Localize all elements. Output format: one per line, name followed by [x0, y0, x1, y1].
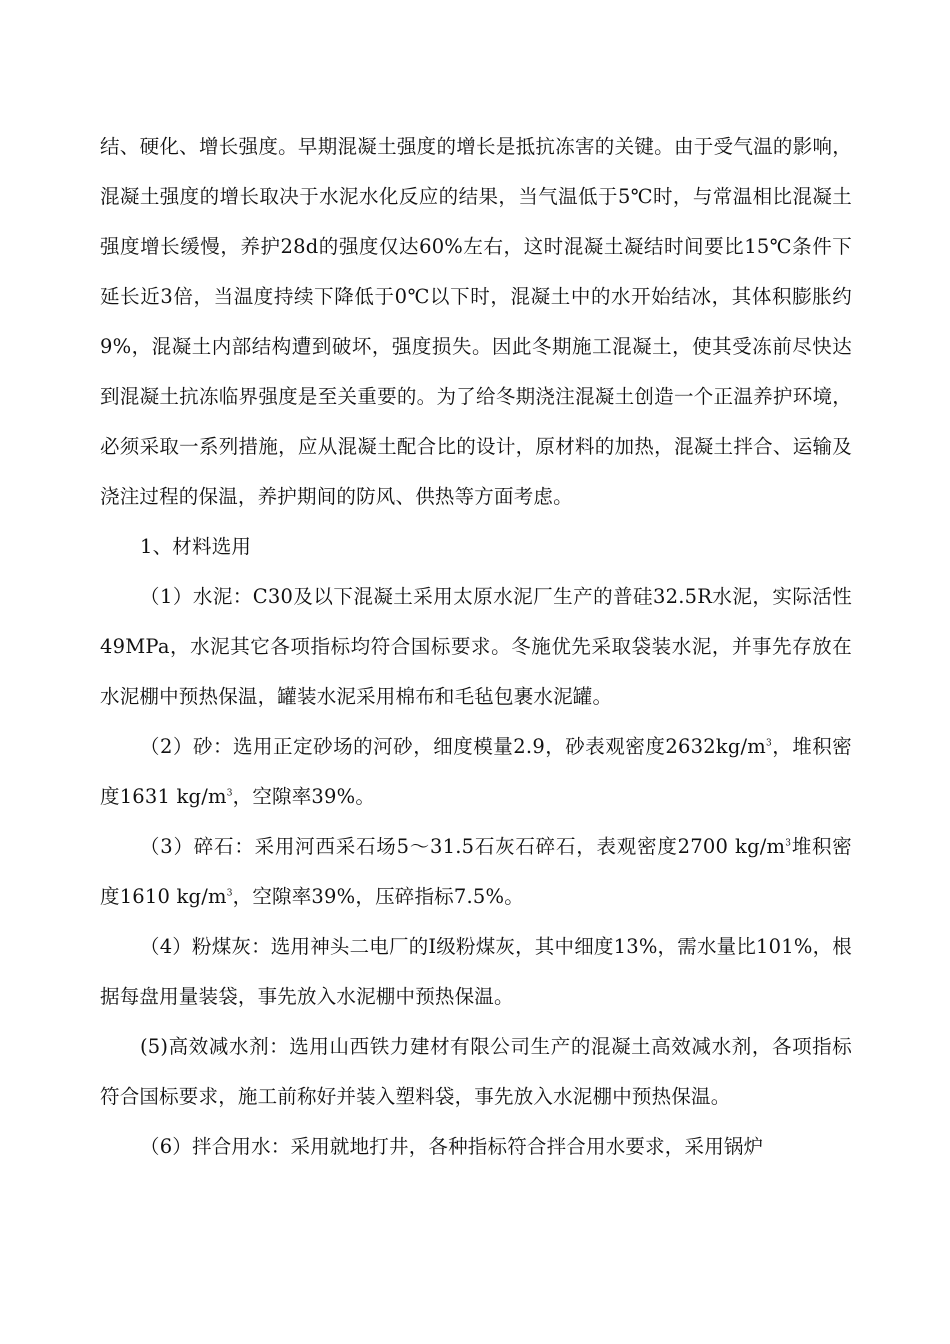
sand-text-c: ，空隙率39%。 [232, 785, 376, 808]
paragraph-cement: （1）水泥：C30及以下混凝土采用太原水泥厂生产的普硅32.5R水泥，实际活性49MPa，水泥其它各项指标均符合国标要求。冬施优先采取袋装水泥，并事先存放在水泥棚中预热保温，罐装水泥采用棉布和毛毡包裹水泥罐。 [100, 585, 852, 708]
sand-superscript-b: 3 [226, 788, 233, 799]
sand-text-b: ，堆积密度1631 kg/m [100, 735, 852, 808]
paragraph-intro: 结、硬化、增长强度。早期混凝土强度的增长是抵抗冻害的关键。由于受气温的影响，混凝土强度的增长取决于水泥水化反应的结果，当气温低于5℃时，与常温相比混凝土强度增长缓慢，养护28d的强度仅达60%左右，这时混凝土凝结时间要比15℃条件下延长近3倍，当温度持续下降低于0℃以下时，混凝土中的水开始结冰，其体积膨胀约9%，混凝土内部结构遭到破坏，强度损失。因此冬期施工混凝土，使其受冻前尽快达到混凝土抗冻临界强度是至关重要的。为了给冬期浇注混凝土创造一个正温养护环境，必须采取一系列措施，应从混凝土配合比的设计，原材料的加热，混凝土拌合、运输及浇注过程的保温，养护期间的防风、供热等方面考虑。 [100, 135, 852, 508]
gravel-superscript-b: 3 [226, 888, 233, 899]
paragraph-sand [100, 722, 852, 822]
gravel-superscript-a: 3 [785, 838, 792, 849]
paragraph-mixing-water: （6）拌合用水：采用就地打井，各种指标符合拌合用水要求，采用锅炉 [140, 1135, 764, 1158]
paragraph-gravel [100, 822, 852, 922]
sand-superscript-a: 3 [765, 738, 772, 749]
sand-text-a: （2）砂：选用正定砂场的河砂，细度模量2.9，砂表观密度2632kg/m [140, 735, 766, 758]
document-page [100, 122, 852, 1172]
gravel-text-a: （3）碎石：采用河西采石场5～31.5石灰石碎石，表观密度2700 kg/m [140, 835, 786, 858]
paragraph-flyash: （4）粉煤灰：选用神头二电厂的Ⅰ级粉煤灰，其中细度13%，需水量比101%，根据每盘用量装袋，事先放入水泥棚中预热保温。 [100, 935, 852, 1008]
gravel-text-b: 堆积密度1610 kg/m [100, 835, 853, 908]
paragraph-water-reducer: (5)高效减水剂：选用山西铁力建材有限公司生产的混凝土高效减水剂，各项指标符合国标要求，施工前称好并装入塑料袋，事先放入水泥棚中预热保温。 [100, 1035, 852, 1108]
gravel-text-c: ，空隙率39%，压碎指标7.5%。 [232, 885, 524, 908]
section-heading-materials: 1、材料选用 [140, 535, 252, 558]
